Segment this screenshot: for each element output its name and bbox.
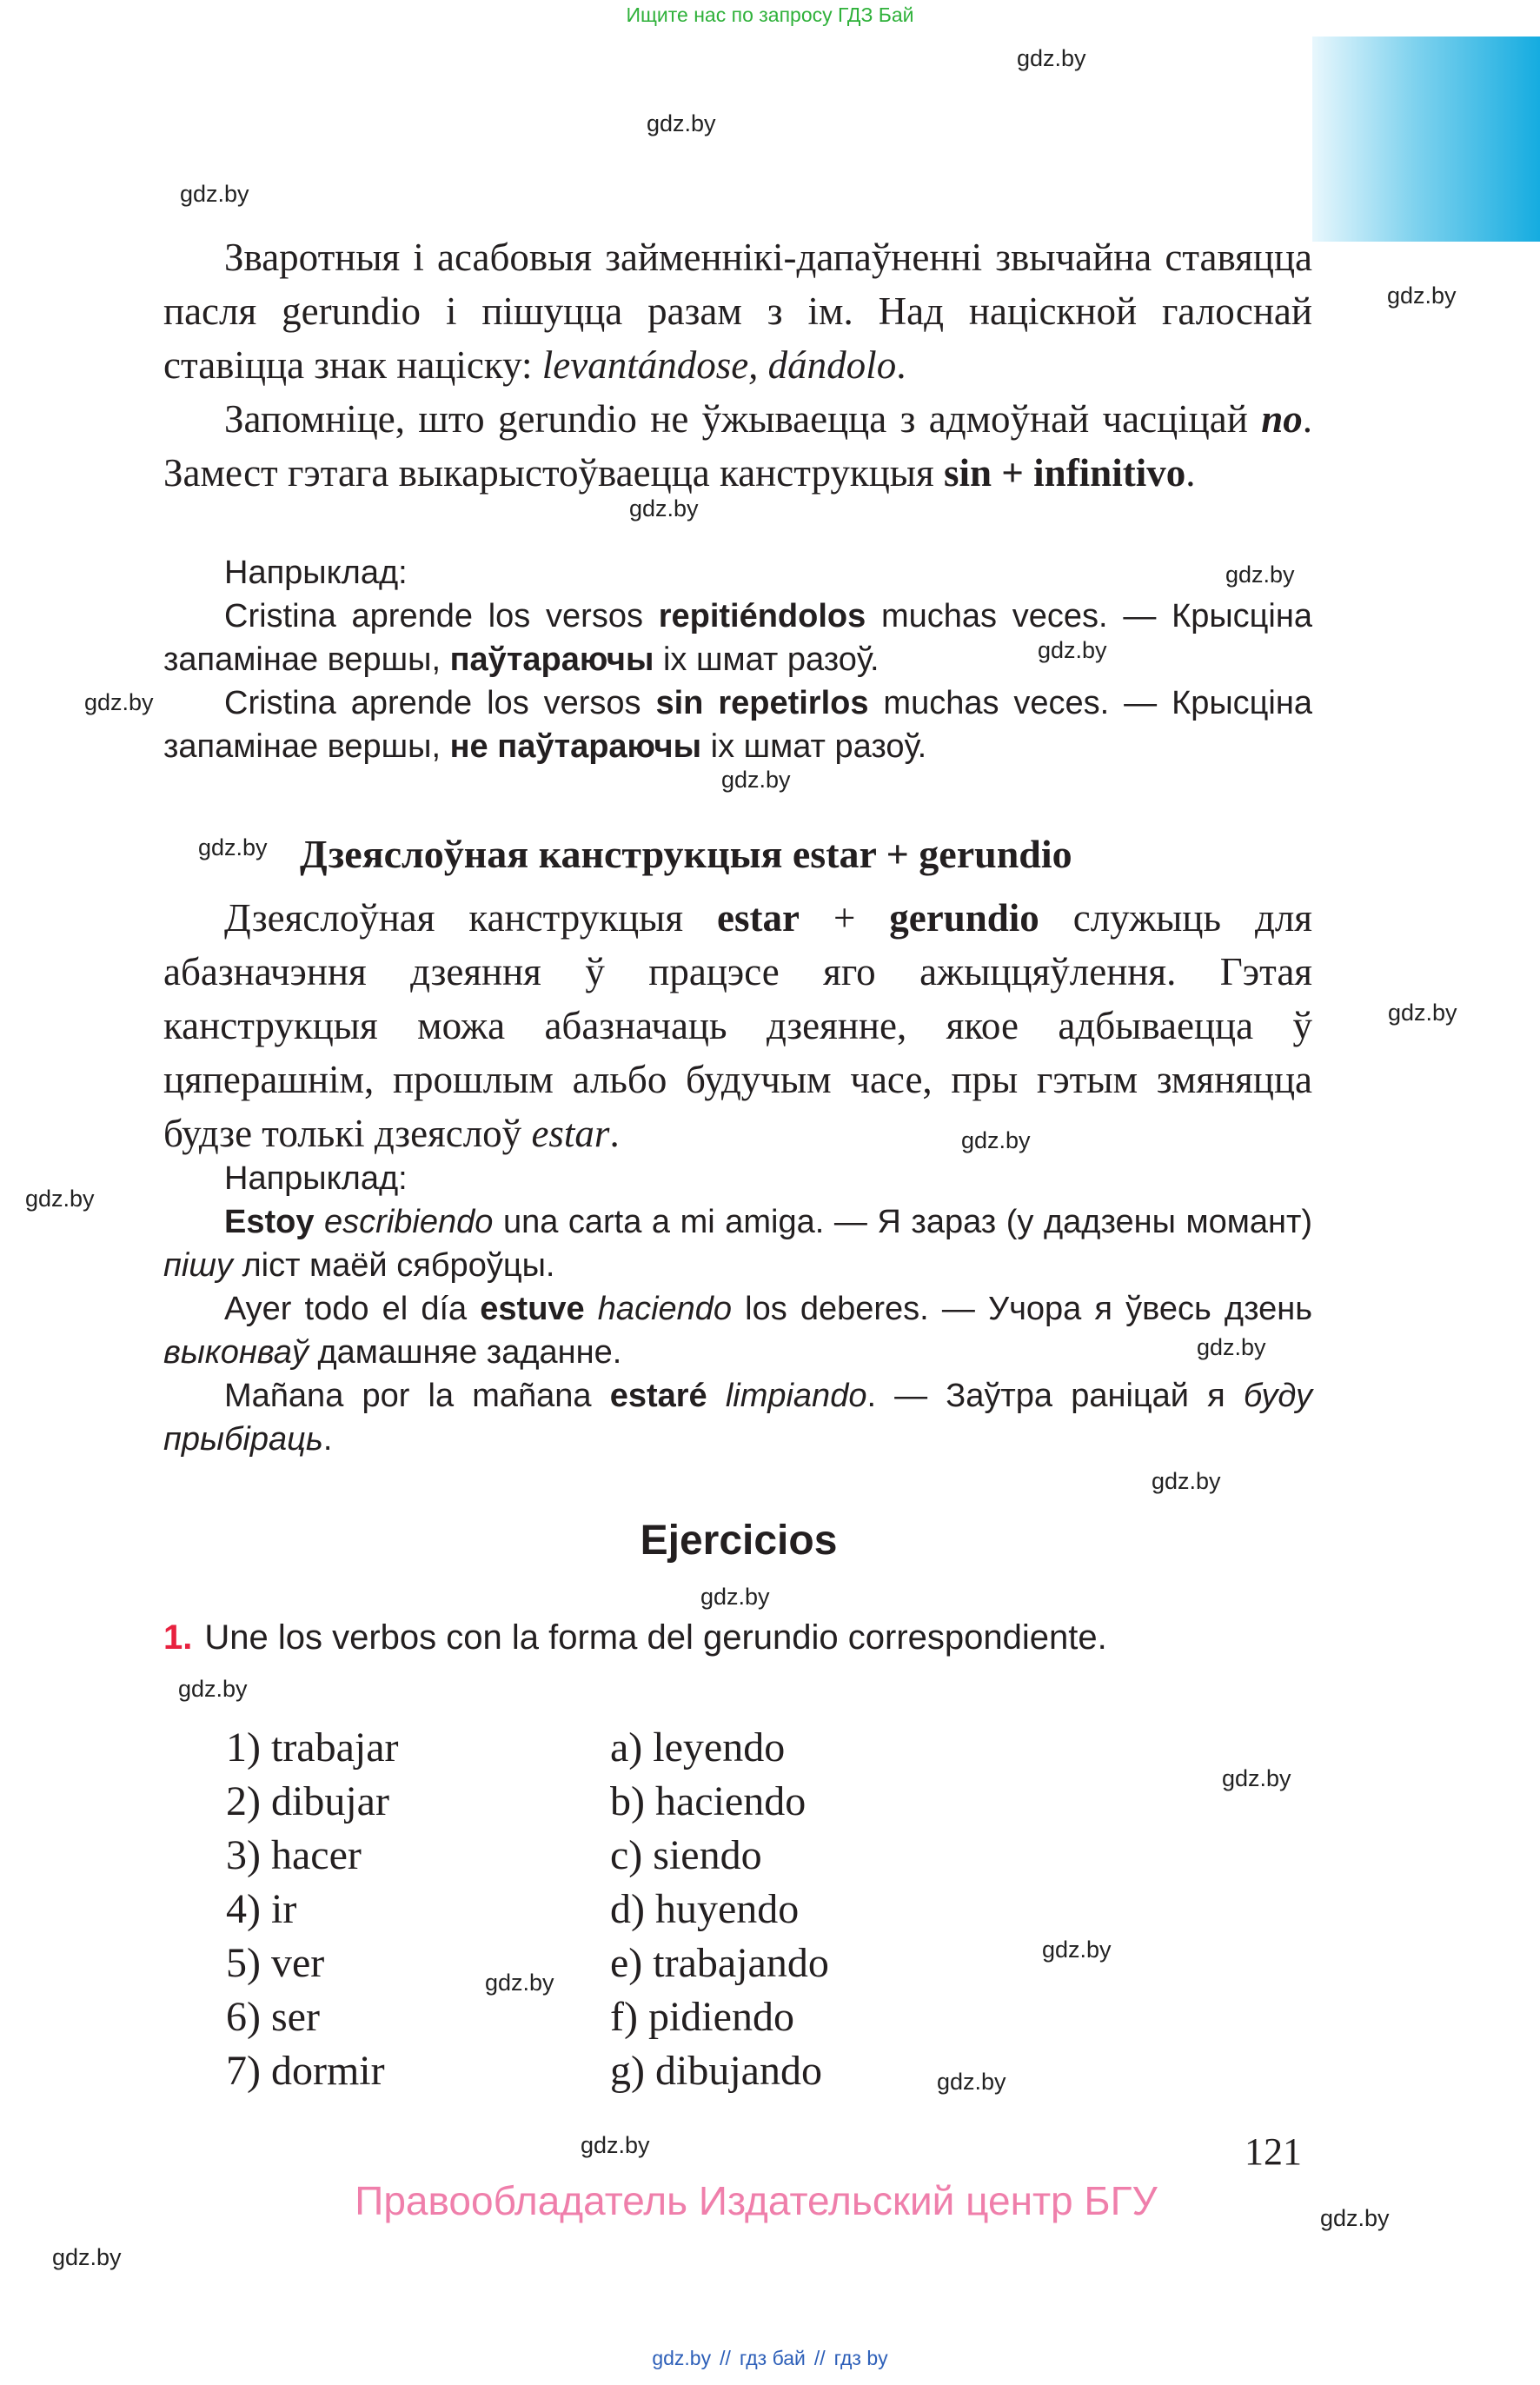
watermark: gdz.by — [1388, 1000, 1457, 1026]
text: буду прыбіраць — [163, 1378, 1312, 1458]
example-label: Напрыклад: — [224, 555, 408, 591]
text: Зваротныя і асабовыя займеннікі-дапаўненні звычайна ставяцца пасля gerundio і пішуцца разам з ім. Над націскной галоснай ставіцца знак націску: — [163, 236, 1312, 387]
watermark: gdz.by — [1225, 561, 1295, 588]
watermark: gdz.by — [581, 2132, 650, 2158]
text: . — Заўтра раніцай я — [866, 1378, 1244, 1414]
exercises-heading: Ejercicios — [640, 1518, 838, 1564]
text: limpiando — [725, 1378, 867, 1414]
text: Запомніце, што gerundio не ўжываецца з адмоўнай часціцай — [224, 397, 1262, 441]
watermark: gdz.by — [961, 1127, 1031, 1153]
bottom-links — [0, 2347, 1540, 2370]
text: іх шмат разоў. — [654, 641, 880, 678]
text: haciendo — [597, 1291, 733, 1327]
task-text: Une los verbos con la forma del gerundio correspondiente. — [204, 1618, 1107, 1657]
text: sin repetirlos — [655, 685, 869, 721]
text: пішу — [163, 1247, 233, 1284]
list-item: c) siendo — [610, 1832, 762, 1878]
text: repitiéndolos — [658, 598, 866, 634]
text: выконваў — [163, 1334, 309, 1371]
watermark: gdz.by — [1152, 1468, 1221, 1494]
list-item: 1) trabajar — [226, 1724, 399, 1770]
watermark: gdz.by — [647, 110, 716, 136]
text: Ayer todo el día — [224, 1291, 481, 1327]
watermark: gdz.by — [25, 1186, 95, 1212]
list-item: f) pidiendo — [610, 1994, 794, 2040]
bottom-link[interactable]: гдз by — [833, 2347, 888, 2369]
copyright-footer: Правообладатель Издательский центр БГУ — [355, 2178, 1158, 2223]
paragraph-negation — [163, 392, 1312, 500]
list-item: 5) ver — [226, 1940, 325, 1986]
watermark: gdz.by — [721, 767, 791, 793]
watermark: gdz.by — [1017, 45, 1086, 71]
text: estaré — [609, 1378, 707, 1414]
bottom-link[interactable]: гдз бай — [739, 2347, 806, 2369]
gerund-list — [610, 1721, 829, 2098]
text: служыць для абазначэння дзеяння ў працэсе яго ажыццяўлення. Гэтая канструкцыя можа абазначаць дзеянне, якое адбываецца ў цяперашнім, прошлым альбо будучым часе, пры гэтым змяняцца будзе толькі дзеяслоў — [163, 896, 1312, 1155]
watermark: gdz.by — [198, 834, 268, 860]
text: Mañana por la mañana — [224, 1378, 610, 1414]
text: . Замест гэтага выкарыстоўваецца канструкцыя — [163, 397, 1312, 495]
example-label: Напрыклад: — [224, 1160, 408, 1197]
watermark: gdz.by — [1222, 1765, 1291, 1791]
paragraph-estar-gerundio — [163, 891, 1312, 1160]
text: іх шмат разоў. — [701, 728, 927, 765]
example-sentence — [163, 595, 1312, 681]
list-item: 4) ir — [226, 1886, 297, 1932]
list-item: 7) dormir — [226, 2048, 385, 2094]
text: una carta a mi amiga. — Я зараз (у дадзены момант) — [493, 1204, 1313, 1240]
page-number: 121 — [1245, 2130, 1302, 2173]
watermark: gdz.by — [1320, 2205, 1390, 2231]
text: + — [800, 896, 890, 940]
list-item: 6) ser — [226, 1994, 320, 2040]
text: паўтараючы — [449, 641, 654, 678]
separator: // — [720, 2347, 731, 2369]
text: Дзеяслоўная канструкцыя — [224, 896, 718, 940]
text: estar — [531, 1112, 610, 1155]
verb-list — [226, 1721, 399, 2098]
text: estar — [717, 896, 800, 940]
example-sentence — [163, 1374, 1312, 1461]
example-sentence — [163, 681, 1312, 768]
list-item: d) huyendo — [610, 1886, 800, 1932]
watermark: gdz.by — [1387, 282, 1457, 309]
watermark: gdz.by — [1197, 1334, 1266, 1360]
watermark: gdz.by — [52, 2244, 122, 2270]
text: los deberes. — Учора я ўвесь дзень — [732, 1291, 1312, 1327]
watermark: gdz.by — [1038, 637, 1107, 663]
watermark: gdz.by — [180, 181, 249, 207]
text: estuve — [480, 1291, 585, 1327]
text: . — [1185, 451, 1196, 495]
text: escribiendo — [324, 1204, 494, 1240]
watermark: gdz.by — [485, 1970, 554, 1996]
top-banner: Ищите нас по запросу ГДЗ Бай — [626, 3, 914, 26]
watermark: gdz.by — [700, 1584, 770, 1610]
text: levantándose, dándolo — [541, 343, 897, 387]
text: . — [896, 343, 906, 387]
watermark: gdz.by — [937, 2069, 1006, 2095]
text: Estoy — [224, 1204, 315, 1240]
text: дамашняе заданне. — [308, 1334, 622, 1371]
example-sentence — [163, 1200, 1312, 1287]
watermark: gdz.by — [1042, 1937, 1112, 1963]
example-sentence — [163, 1287, 1312, 1374]
text: ліст маёй сяброўцы. — [232, 1247, 555, 1284]
list-item: g) dibujando — [610, 2048, 822, 2094]
list-item: 2) dibujar — [226, 1778, 389, 1824]
task-number: 1. — [163, 1618, 193, 1657]
corner-decoration — [1312, 37, 1540, 242]
watermark: gdz.by — [629, 495, 699, 522]
watermark: gdz.by — [84, 689, 154, 715]
text: . — [609, 1112, 620, 1155]
list-item: a) leyendo — [610, 1724, 786, 1770]
separator: // — [813, 2347, 826, 2369]
bottom-link[interactable]: gdz.by — [652, 2347, 712, 2369]
text: no — [1261, 397, 1303, 441]
list-item: b) haciendo — [610, 1778, 807, 1824]
text: Cristina aprende los versos — [224, 598, 659, 634]
watermark: gdz.by — [178, 1676, 248, 1702]
text: не паўтараючы — [449, 728, 702, 765]
section-heading: Дзеяслоўная канструкцыя estar + gerundio — [300, 832, 1072, 876]
text: sin + infinitivo — [943, 451, 1186, 495]
text: gerundio — [889, 896, 1039, 940]
text: . — [322, 1421, 333, 1458]
paragraph-pronouns — [163, 230, 1312, 392]
exercise-task — [163, 1618, 1107, 1658]
list-item: e) trabajando — [610, 1940, 829, 1986]
list-item: 3) hacer — [226, 1832, 362, 1878]
text: muchas veces. — Крысціна запамінае вершы, — [163, 685, 1312, 765]
text: Cristina aprende los versos — [224, 685, 656, 721]
text: muchas veces. — Крысціна запамінае вершы, — [163, 598, 1312, 678]
